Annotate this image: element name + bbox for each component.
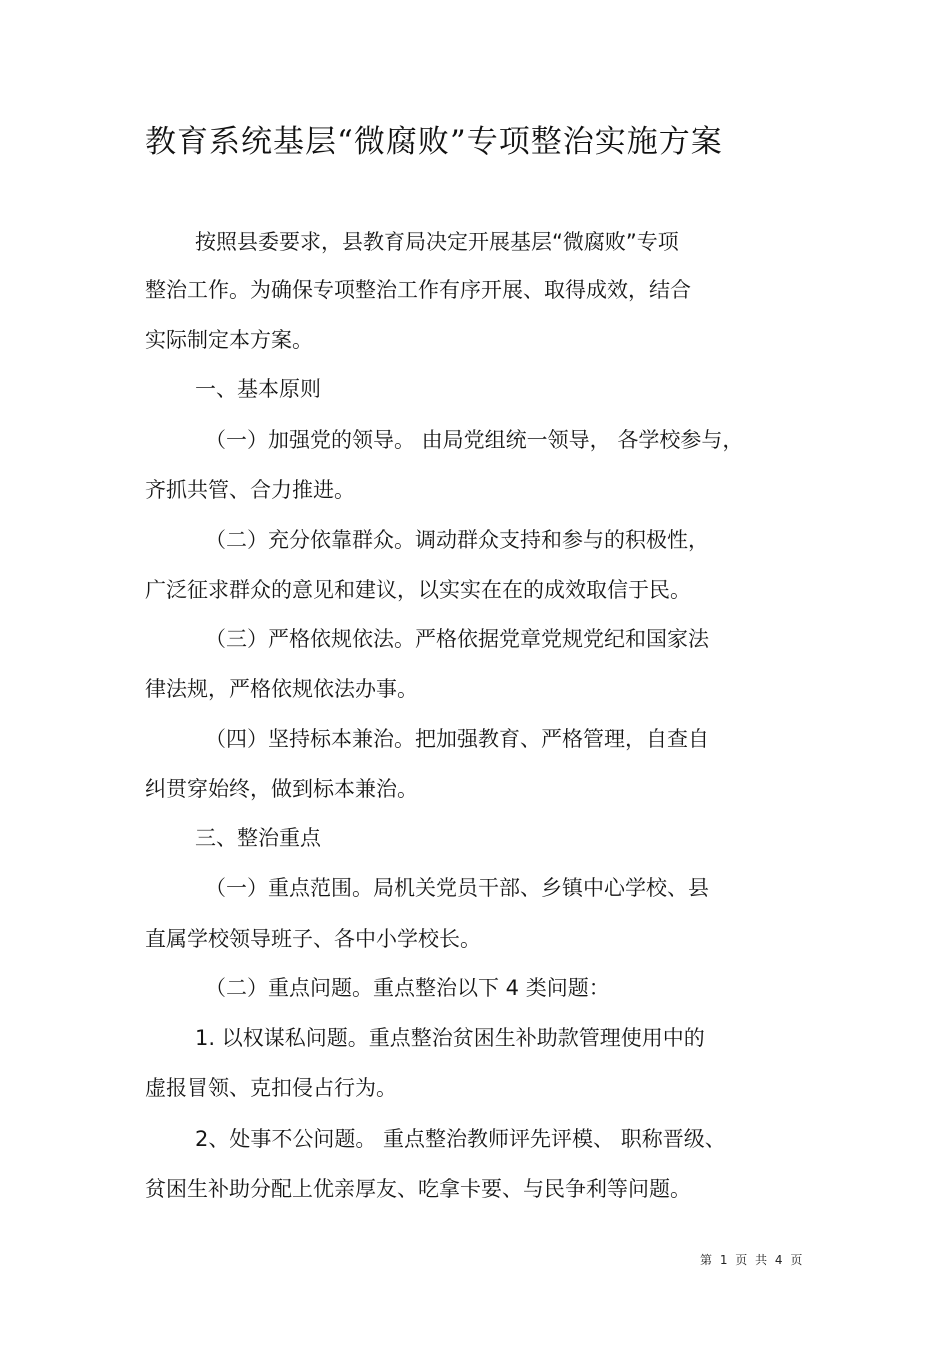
paragraph-line: （一）加强党的领导。 由局党组统一领导， 各学校参与， [205, 428, 744, 452]
paragraph-line: 实际制定本方案。 [145, 328, 313, 352]
paragraph-line: 齐抓共管、合力推进。 [145, 478, 355, 502]
paragraph-line: （二）重点问题。重点整治以下 4 类问题： [205, 976, 610, 1000]
section-heading: 三、整治重点 [195, 826, 321, 850]
paragraph-line: 直属学校领导班子、各中小学校长。 [145, 927, 481, 951]
paragraph-line: 2、处事不公问题。 重点整治教师评先评模、 职称晋级、 [195, 1127, 726, 1151]
paragraph-line: （三）严格依规依法。严格依据党章党规党纪和国家法 [205, 627, 709, 651]
paragraph-line: （二）充分依靠群众。调动群众支持和参与的积极性， [205, 528, 709, 552]
paragraph-line: （四）坚持标本兼治。把加强教育、严格管理，自查自 [205, 727, 709, 751]
paragraph-line: 贫困生补助分配上优亲厚友、吃拿卡要、与民争利等问题。 [145, 1177, 691, 1201]
document-title: 教育系统基层“微腐败”专项整治实施方案 [145, 124, 723, 160]
paragraph-line: 整治工作。为确保专项整治工作有序开展、取得成效，结合 [145, 278, 691, 302]
section-heading: 一、基本原则 [195, 377, 321, 401]
paragraph-line: 1. 以权谋私问题。重点整治贫困生补助款管理使用中的 [195, 1026, 705, 1050]
paragraph-line: 纠贯穿始终，做到标本兼治。 [145, 777, 418, 801]
page-number: 第 1 页 共 4 页 [700, 1253, 805, 1267]
paragraph-line: （一）重点范围。局机关党员干部、乡镇中心学校、县 [205, 876, 709, 900]
paragraph-line: 按照县委要求，县教育局决定开展基层“微腐败”专项 [195, 230, 679, 254]
paragraph-line: 律法规，严格依规依法办事。 [145, 677, 418, 701]
paragraph-line: 广泛征求群众的意见和建议，以实实在在的成效取信于民。 [145, 578, 691, 602]
paragraph-line: 虚报冒领、克扣侵占行为。 [145, 1076, 397, 1100]
